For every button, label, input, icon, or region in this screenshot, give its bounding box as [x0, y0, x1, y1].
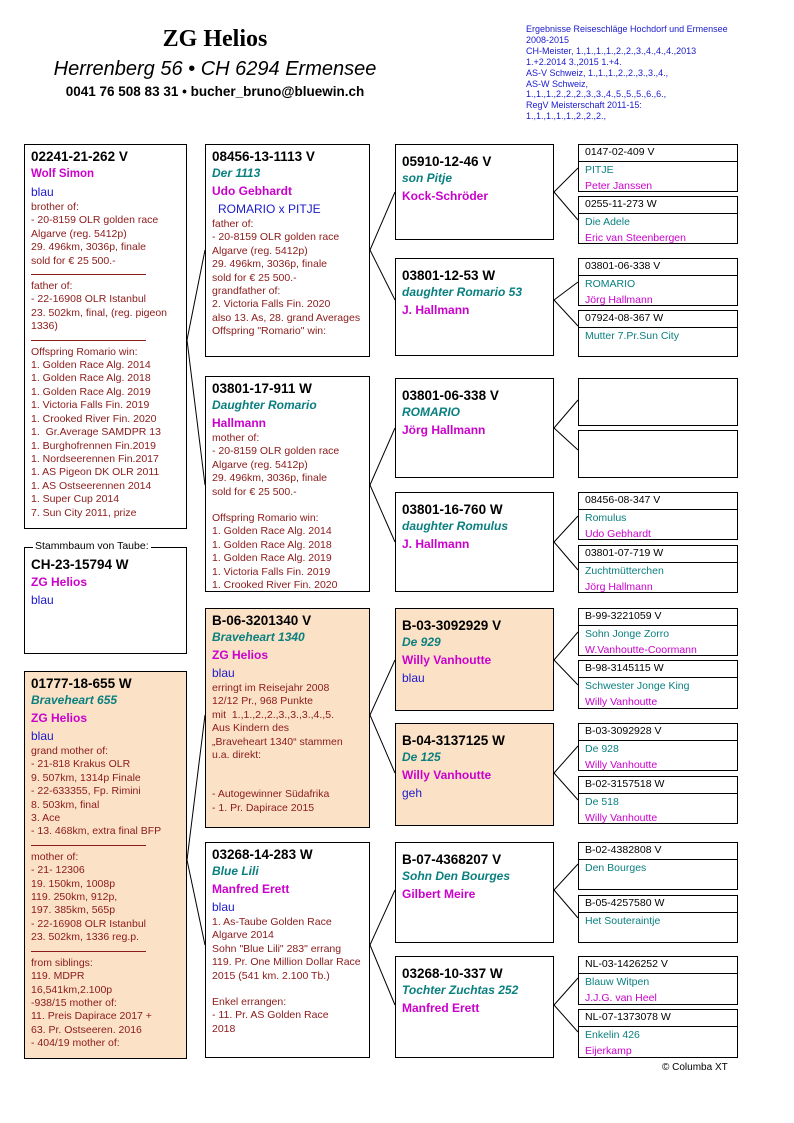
- gen4-ring: B-02-3157518 W: [579, 777, 737, 794]
- mm-color: blau: [212, 900, 235, 914]
- gen4-card-12[interactable]: [578, 776, 738, 824]
- mother-owner: ZG Helios: [31, 711, 88, 725]
- gen4-card-10[interactable]: [578, 660, 738, 709]
- ff-info-1: father of: - 20-8159 OLR golden race Algarve (reg. 5412p) 29. 496km, 3036p, finale sold for € 25 500.- grandfather of: 2. Victoria Falls Fin. 2020 also 13. As, 28. grand Averages Offspring "Romario" win:: [212, 218, 361, 338]
- footer-copyright: © Columba XT: [662, 1062, 728, 1073]
- mm-info-1: 1. As-Taube Golden Race Algarve 2014 Sohn "Blue Lili" 283" errang 119. Pr. One Million Dollar Race 2015 (541 km. 2.100 Tb.): [212, 916, 361, 982]
- fmf-owner: Jörg Hallmann: [402, 423, 486, 437]
- mfm-owner: Willy Vanhoutte: [402, 768, 492, 782]
- mother-ring: 01777-18-655 W: [31, 676, 132, 691]
- fmf-name: ROMARIO: [402, 405, 460, 419]
- gen4-owner: Peter Janssen: [585, 180, 653, 192]
- mother-info-1: grand mother of: - 21-818 Krakus OLR 9. 507km, 1314p Finale - 22-633355, Fp. Rimini 8. 503km, final 3. Ace - 13. 468km, extra final BFP: [31, 745, 162, 838]
- gen4-owner: W.Vanhoutte-Coormann: [585, 644, 697, 656]
- father-info-1: brother of: - 20-8159 OLR golden race Algarve (reg. 5412p) 29. 496km, 3036p, finale sold for € 25 500.-: [31, 201, 159, 267]
- subject-owner: ZG Helios: [31, 575, 88, 589]
- father-info-2: father of: - 22-16908 OLR Istanbul 23. 502km, final, (reg. pigeon 1336): [31, 280, 167, 333]
- mff-card[interactable]: [395, 608, 554, 711]
- gen4-name: Schwester Jonge King: [585, 680, 690, 692]
- gen4-name: Romulus: [585, 512, 627, 524]
- mff-name: De 929: [402, 635, 441, 649]
- ff-card[interactable]: [205, 144, 370, 357]
- gen4-card-16[interactable]: [578, 1009, 738, 1058]
- ffm-name: daughter Romario 53: [402, 285, 523, 299]
- ff-name: Der 1113: [212, 166, 261, 180]
- subject-card[interactable]: [24, 540, 187, 654]
- gen4-ring: 03801-06-338 V: [579, 259, 737, 276]
- gen4-ring: NL-03-1426252 V: [579, 957, 737, 974]
- gen4-owner: Udo Gebhardt: [585, 528, 651, 540]
- gen4-owner: Willy Vanhoutte: [585, 696, 658, 708]
- gen4-card-3[interactable]: [578, 258, 738, 306]
- mmm-owner: Manfred Erett: [402, 1001, 480, 1015]
- gen4-name: De 518: [585, 796, 619, 808]
- gen4-card-8[interactable]: [578, 545, 738, 593]
- mf-color: blau: [212, 666, 235, 680]
- gen4-name: Blauw Witpen: [585, 976, 650, 988]
- gen4-card-2[interactable]: [578, 196, 738, 244]
- mf-name: Braveheart 1340: [212, 630, 305, 644]
- gen4-owner: Jörg Hallmann: [585, 294, 653, 306]
- gen4-ring: NL-07-1373078 W: [579, 1010, 737, 1027]
- mother-info-3: from siblings: 119. MDPR 16,541km,2.100p -938/15 mother of: 11. Preis Dapirace 2017 + 63. Pr. Ostseeren. 2016 - 404/19 mother of:: [31, 956, 152, 1050]
- gen4-name: Den Bourges: [585, 862, 647, 874]
- gen4-owner: Jörg Hallmann: [585, 581, 653, 593]
- fmf-ring: 03801-06-338 V: [402, 388, 499, 403]
- mmm-card[interactable]: [395, 956, 554, 1058]
- mfm-card[interactable]: [395, 723, 554, 826]
- gen4-card-11[interactable]: [578, 723, 738, 771]
- mother-color: blau: [31, 729, 54, 743]
- header-contact: 0041 76 508 83 31 • bucher_bruno@bluewin.ch: [65, 84, 365, 99]
- header-title: ZG Helios: [162, 26, 268, 52]
- gen4-owner: J.J.G. van Heel: [585, 992, 657, 1004]
- fm-card[interactable]: [205, 376, 370, 592]
- gen4-name: Zuchtmütterchen: [585, 565, 664, 577]
- mfm-name: De 125: [402, 750, 441, 764]
- gen4-card-14[interactable]: [578, 895, 738, 943]
- gen4-ring: 07924-08-367 W: [579, 311, 737, 328]
- mmm-ring: 03268-10-337 W: [402, 966, 503, 981]
- divider: [31, 274, 146, 275]
- header-address: Herrenberg 56 • CH 6294 Ermensee: [53, 58, 377, 80]
- fmm-name: daughter Romulus: [402, 519, 509, 533]
- gen4-ring: 03801-07-719 W: [579, 546, 737, 563]
- father-ring: 02241-21-262 V: [31, 149, 128, 164]
- mm-name: Blue Lili: [212, 864, 259, 878]
- fm-name: Daughter Romario: [212, 398, 317, 412]
- mmf-owner: Gilbert Meire: [402, 887, 476, 901]
- mfm-color: geh: [402, 786, 423, 800]
- gen4-ring: 0255-11-273 W: [579, 197, 737, 214]
- gen4-ring: B-03-3092928 V: [579, 724, 737, 741]
- mmf-ring: B-07-4368207 V: [402, 852, 502, 867]
- gen4-name: Sohn Jonge Zorro: [585, 628, 670, 640]
- gen4-card-4[interactable]: [578, 310, 738, 357]
- gen4-owner: Eric van Steenbergen: [585, 232, 686, 244]
- gen4-name: De 928: [585, 743, 619, 755]
- divider: [31, 951, 146, 952]
- gen4-name: Enkelin 426: [585, 1029, 640, 1041]
- gen4-card-15[interactable]: [578, 956, 738, 1005]
- mm-owner: Manfred Erett: [212, 882, 290, 896]
- fm-info-2: Offspring Romario win: 1. Golden Race Alg. 2014 1. Golden Race Alg. 2018 1. Golden Race Alg. 2019 1. Victoria Falls Fin. 2019 1. Crooked River Fin. 2020: [212, 512, 338, 592]
- ff-owner: Udo Gebhardt: [212, 184, 292, 198]
- gen4-ring: B-02-4382808 V: [579, 843, 737, 860]
- gen4-card-6[interactable]: [578, 430, 738, 478]
- fff-ring: 05910-12-46 V: [402, 154, 492, 169]
- mff-owner: Willy Vanhoutte: [402, 653, 492, 667]
- mm-info-2: Enkel errangen: - 11. Pr. AS Golden Race 2018: [212, 996, 329, 1035]
- mmf-name: Sohn Den Bourges: [402, 869, 511, 883]
- mother-card[interactable]: [24, 671, 187, 1059]
- mff-ring: B-03-3092929 V: [402, 618, 502, 633]
- father-info-3: Offspring Romario win: 1. Golden Race Alg. 2014 1. Golden Race Alg. 2018 1. Golden Race Alg. 2019 1. Victoria Falls Fin. 2019 1. Crooked River Fin. 2020 1. Gr.Average SAMDPR 13 1. Burghofrennen Fin.2019 1. Nordseerennen Fin.2017 1. AS Pigeon DK OLR 2011 1. AS Ostseerennen 2014 1. Super Cup 2014 7. Sun City 2011, prize: [31, 345, 161, 519]
- gen4-card-5[interactable]: [578, 378, 738, 426]
- fmm-owner: J. Hallmann: [402, 537, 470, 551]
- gen4-owner: Eijerkamp: [585, 1045, 632, 1057]
- subject-color: blau: [31, 593, 54, 607]
- mm-ring: 03268-14-283 W: [212, 847, 313, 862]
- mf-info-2: - Autogewinner Südafrika - 1. Pr. Dapirace 2015: [212, 788, 330, 814]
- gen4-name: Mutter 7.Pr.Sun City: [585, 330, 679, 342]
- divider: [31, 845, 146, 846]
- gen4-card-1[interactable]: [578, 144, 738, 192]
- mmm-name: Tochter Zuchtas 252: [402, 983, 519, 997]
- father-card[interactable]: [24, 144, 187, 529]
- fmm-card[interactable]: [395, 492, 554, 592]
- gen4-ring: 08456-08-347 V: [579, 493, 737, 510]
- father-color: blau: [31, 185, 54, 199]
- gen4-card-9[interactable]: [578, 608, 738, 656]
- gen4-ring: B-99-3221059 V: [579, 609, 737, 626]
- gen4-name: Het Souteraintje: [585, 915, 661, 927]
- gen4-card-13[interactable]: [578, 842, 738, 890]
- gen4-ring: 0147-02-409 V: [579, 145, 737, 162]
- fff-card[interactable]: [395, 144, 554, 240]
- gen4-owner: Willy Vanhoutte: [585, 812, 658, 824]
- fm-owner: Hallmann: [212, 416, 267, 430]
- ff-ring: 08456-13-1113 V: [212, 149, 315, 164]
- mmf-card[interactable]: [395, 842, 554, 943]
- ffm-card[interactable]: [395, 258, 554, 356]
- fff-owner: Kock-Schröder: [402, 189, 489, 203]
- mff-color: blau: [402, 671, 425, 685]
- results-summary: Ergebnisse Reiseschläge Hochdorf und Ermensee 2008-2015 CH-Meister, 1.,1.,1.,1.,2.,2.,3.,4.,4.,4.,2013 1.+2.2014 3.,2015 1.+4. AS-V Schweiz, 1.,1.,1.,2.,2.,3.,3.,4., AS-W Schweiz, 1.,1.,1.,2.,2.,2.,3.,3.,4.,5.,5.,5.,6.,6., RegV Meisterschaft 2011-15: 1.,1.,1.,1.,1.,2.,2.,2.,: [526, 24, 728, 122]
- mother-name: Braveheart 655: [31, 693, 118, 707]
- gen4-card-7[interactable]: [578, 492, 738, 540]
- gen4-ring: B-05-4257580 W: [579, 896, 737, 913]
- ff-color: ROMARIO x PITJE: [218, 202, 321, 216]
- gen4-name: PITJE: [585, 164, 614, 176]
- fff-name: son Pitje: [402, 171, 453, 185]
- gen4-name: ROMARIO: [585, 278, 636, 290]
- divider: [31, 340, 146, 341]
- subject-label: Stammbaum von Taube:: [35, 540, 149, 552]
- ffm-ring: 03801-12-53 W: [402, 268, 496, 283]
- fmm-ring: 03801-16-760 W: [402, 502, 503, 517]
- fm-info-1: mother of: - 20-8159 OLR golden race Algarve (reg. 5412p) 29. 496km, 3036p, finale sold for € 25 500.-: [212, 432, 340, 498]
- subject-ring: CH-23-15794 W: [31, 557, 129, 572]
- ffm-owner: J. Hallmann: [402, 303, 470, 317]
- mfm-ring: B-04-3137125 W: [402, 733, 505, 748]
- father-owner: Wolf Simon: [31, 168, 95, 180]
- gen4-name: Die Adele: [585, 216, 630, 228]
- mf-owner: ZG Helios: [212, 648, 269, 662]
- mf-card[interactable]: [205, 608, 370, 828]
- mother-info-2: mother of: - 21- 12306 19. 150km, 1008p 119. 250km, 912p, 197. 385km, 565p - 22-16908 OLR Istanbul 23. 502km, 1336 reg.p.: [31, 850, 146, 944]
- mf-info-1: erringt im Reisejahr 2008 12/12 Pr., 968 Punkte mit 1.,1.,2.,2.,3.,3.,3.,4.,5. Aus Kindern des „Braveheart 1340“ stammen u.a. direkt:: [212, 682, 343, 762]
- fmf-card[interactable]: [395, 378, 554, 478]
- fm-ring: 03801-17-911 W: [212, 381, 312, 396]
- mf-ring: B-06-3201340 V: [212, 613, 312, 628]
- gen4-owner: Willy Vanhoutte: [585, 759, 658, 771]
- mm-card[interactable]: [205, 842, 370, 1058]
- gen4-ring: B-98-3145115 W: [579, 661, 737, 678]
